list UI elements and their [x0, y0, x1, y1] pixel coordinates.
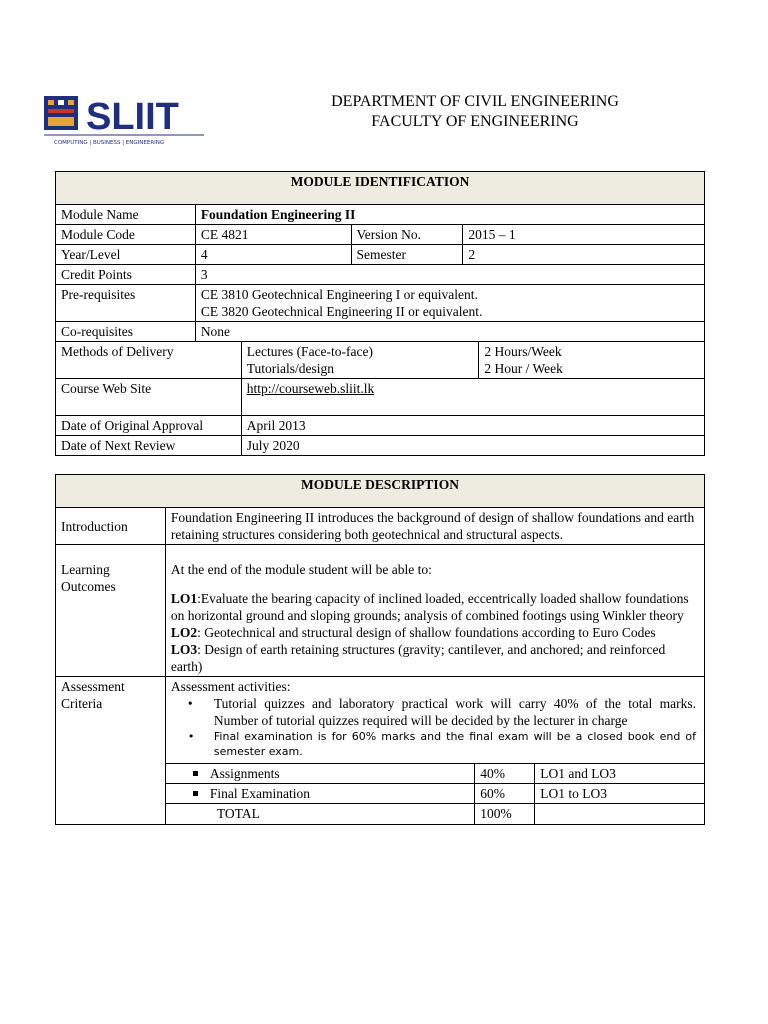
table-row	[166, 804, 704, 825]
version-value: 2015 – 1	[463, 225, 705, 245]
year-label: Year/Level	[56, 245, 196, 265]
course-web-link[interactable]: http://courseweb.sliit.lk	[246, 381, 375, 396]
assess-bullet-1: • Tutorial quizzes and laboratory practical work will carry 40% of the total marks. Number of tutorial quizzes required will be decided by the lecturer in charge	[214, 695, 696, 729]
review-label: Date of Next Review	[56, 436, 242, 456]
table-row	[166, 764, 704, 784]
identification-title: MODULE IDENTIFICATION	[56, 172, 705, 205]
year-value: 4	[195, 245, 351, 265]
prereq-value	[195, 285, 704, 322]
lo1-tag: LO1	[170, 591, 198, 606]
lo2-tag: LO2	[170, 625, 198, 640]
delivery-method-lectures: Lectures (Face-to-face)	[246, 344, 374, 359]
table-row	[166, 784, 704, 804]
assess-pct: 60%	[475, 784, 535, 804]
department-heading	[240, 92, 710, 132]
sliit-logo-graphic	[42, 92, 212, 150]
prereq-1: CE 3810 Geotechnical Engineering I or equivalent.	[200, 287, 478, 302]
coreq-value: None	[195, 322, 704, 342]
lo-intro: At the end of the module student will be able to:	[170, 562, 432, 577]
svg-text:SLIIT: SLIIT	[86, 96, 179, 138]
module-code-label: Module Code	[56, 225, 196, 245]
module-name-label: Module Name	[56, 205, 196, 225]
lo3	[171, 641, 699, 675]
assess-item	[166, 784, 475, 804]
square-bullet-icon	[193, 771, 198, 776]
coreq-label: Co-requisites	[56, 322, 196, 342]
delivery-hours-tutorials: 2 Hour / Week	[484, 361, 563, 376]
intro-label: Introduction	[56, 508, 166, 545]
lo1-text: :Evaluate the bearing capacity of inclined loaded, eccentrically loaded shallow foundations on horizontal ground and sloping grounds; analysis of combined footings using Winkler theory	[170, 591, 689, 623]
assess-lo: LO1 and LO3	[535, 764, 704, 784]
web-label: Course Web Site	[56, 379, 242, 416]
faculty-name: FACULTY OF ENGINEERING	[371, 113, 579, 130]
lo-content	[165, 545, 704, 677]
web-value	[241, 379, 704, 416]
assess-content	[165, 677, 704, 825]
total-lo	[535, 804, 704, 825]
version-label: Version No.	[351, 225, 463, 245]
module-identification-table	[55, 171, 705, 456]
total-label: TOTAL	[166, 804, 475, 825]
lo2	[171, 624, 699, 641]
module-description-table	[55, 474, 705, 825]
assess-intro: Assessment activities:	[170, 679, 291, 694]
approval-value: April 2013	[241, 416, 704, 436]
svg-text:COMPUTING | BUSINESS | ENG: COMPUTING | BUSINESS | ENGINEERING	[54, 140, 165, 146]
assess-pct: 40%	[475, 764, 535, 784]
delivery-method-tutorials: Tutorials/design	[246, 361, 334, 376]
assess-label	[56, 677, 166, 825]
assess-item	[166, 764, 475, 784]
crest-icon	[44, 96, 78, 130]
delivery-hours-lectures: 2 Hours/Week	[484, 344, 562, 359]
intro-text: Foundation Engineering II introduces the background of design of shallow foundations and earth retaining structures considering both geotechnical and structural aspects.	[165, 508, 704, 545]
total-pct: 100%	[475, 804, 535, 825]
credit-value: 3	[195, 265, 704, 285]
delivery-label: Methods of Delivery	[56, 342, 242, 379]
semester-value: 2	[463, 245, 705, 265]
square-bullet-icon	[193, 791, 198, 796]
assess-label-line-2: Criteria	[61, 696, 103, 711]
sliit-logo	[42, 92, 212, 150]
module-name-value: Foundation Engineering II	[195, 205, 704, 225]
lo-label-line-2: Outcomes	[61, 579, 116, 594]
prereq-2: CE 3820 Geotechnical Engineering II or equivalent.	[200, 304, 483, 319]
lo2-text: : Geotechnical and structural design of shallow foundations according to Euro Codes	[197, 625, 656, 640]
assess-lo: LO1 to LO3	[535, 784, 704, 804]
lo-label-line-1: Learning	[61, 562, 110, 577]
assess-item-label: Assignments	[209, 766, 280, 781]
module-code-value: CE 4821	[195, 225, 351, 245]
approval-label: Date of Original Approval	[56, 416, 242, 436]
review-value: July 2020	[241, 436, 704, 456]
description-title: MODULE DESCRIPTION	[56, 475, 705, 508]
lo1	[171, 590, 699, 624]
assess-label-line-1: Assessment	[61, 679, 125, 694]
lo3-tag: LO3	[170, 642, 198, 657]
credit-label: Credit Points	[56, 265, 196, 285]
delivery-methods	[241, 342, 479, 379]
assess-bullets	[166, 695, 704, 759]
semester-label: Semester	[351, 245, 463, 265]
assessment-weight-table	[166, 763, 704, 824]
assess-item-label: Final Examination	[209, 786, 311, 801]
department-name: DEPARTMENT OF CIVIL ENGINEERING	[331, 93, 619, 110]
prereq-label: Pre-requisites	[56, 285, 196, 322]
assess-bullet-2: • Final examination is for 60% marks and the final exam will be a closed book end of semester exam.	[214, 729, 696, 759]
delivery-hours	[479, 342, 705, 379]
lo3-text: : Design of earth retaining structures (gravity; cantilever, and anchored; and reinforced earth)	[170, 642, 666, 674]
lo-label	[56, 545, 166, 677]
